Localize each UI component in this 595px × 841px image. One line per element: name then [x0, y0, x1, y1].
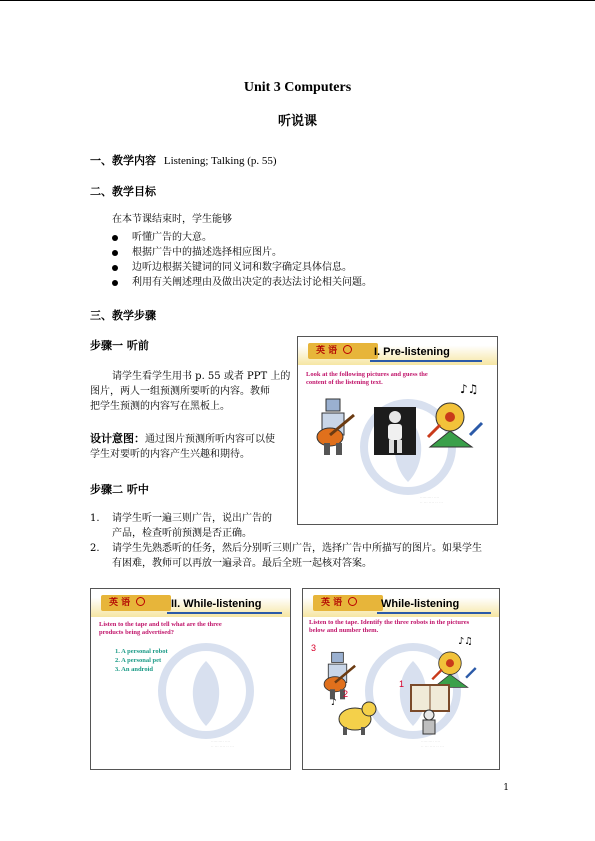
- slide-title: While-listening: [381, 598, 460, 610]
- page-subtitle: 听说课: [277, 114, 317, 129]
- bullet-icon: [112, 265, 118, 271]
- slide-instructions: Listen to the tape. Identify the three robots in the pictures below and number them.: [309, 619, 470, 634]
- robot-dog-icon: [329, 693, 379, 737]
- subject-tag: 英 语: [101, 595, 171, 611]
- section-teaching-content: [90, 152, 277, 168]
- list-item: 听懂广告的大意。: [112, 228, 372, 243]
- robot-number: 3: [311, 643, 317, 653]
- robot-pet-icon: [420, 377, 490, 459]
- list-item: 2. 请学生先熟悉听的任务，然后分别听三则广告，选择广告中所描写的图片。如果学生 有困难，教师可以再放一遍录音。最后全班一起核对答案。: [90, 543, 482, 569]
- logo-icon: [136, 597, 145, 606]
- slide-instructions: Listen to the tape and tell what are the three products being advertised?: [99, 621, 222, 636]
- goals-list: [112, 228, 372, 288]
- robot-number: 1: [399, 679, 405, 689]
- slide-pre-listening: [297, 336, 498, 525]
- header-rule: [0, 0, 595, 1]
- product-list: 1. A personal robot 2. A personal pet 3. An android: [115, 648, 168, 673]
- section-teaching-steps: 三、教学步骤: [90, 309, 156, 322]
- slide-title: I. Pre-listening: [374, 346, 450, 358]
- logo-icon: [343, 345, 352, 354]
- slide-while-listening-2: [302, 588, 500, 770]
- robot-number: 2: [343, 689, 349, 699]
- page-title: Unit 3 Computers: [243, 80, 352, 95]
- logo-icon: [348, 597, 357, 606]
- list-item: 边听边根据关键词的同义词和数字确定具体信息。: [112, 258, 372, 273]
- svg-text:♪♫: ♪♫: [460, 382, 479, 396]
- slide-title: II. While-listening: [171, 598, 262, 610]
- page-number: 1: [503, 783, 509, 793]
- android-robot-icon: [374, 407, 416, 455]
- svg-text:♪: ♪: [331, 698, 337, 708]
- list-item: 利用有关阐述理由及做出决定的表达法讨论相关问题。: [112, 273, 372, 288]
- list-item: 根据广告中的描述选择相应图片。: [112, 243, 372, 258]
- subject-tag: 英 语: [313, 595, 383, 611]
- step1-body: 请学生看学生用书 p. 55 或者 PPT 上的 图片，两人一组预测所要听的内容。教师 把学生预测的内容写在黑板上。: [90, 371, 291, 412]
- step1-heading: 步骤一 听前: [90, 339, 149, 352]
- subject-tag: 英 语: [308, 343, 378, 359]
- bullet-icon: [112, 235, 118, 241]
- step2-heading: 步骤二 听中: [90, 483, 149, 496]
- robot-guitar-icon: [308, 395, 358, 457]
- section-content: Listening; Talking (p. 55): [163, 155, 277, 167]
- slide-instructions: Look at the following pictures and guess the content of the listening text.: [306, 371, 428, 386]
- slide-footer: ·········· ···· ·· ··· ···· ·· ···: [420, 495, 443, 505]
- slide-footer: ·········· ···· ·· ··· ···· ·· ···: [421, 739, 444, 749]
- bullet-icon: [112, 280, 118, 286]
- android-robot-icon: [407, 681, 453, 739]
- bullet-icon: [112, 250, 118, 256]
- list-item: 1. 请学生听一遍三则广告，说出广告的 产品，检查听前预测是否正确。: [90, 513, 272, 539]
- step1-design-intent: 设计意图：通过图片预测所听内容可以使 学生对要听的内容产生兴趣和期待。: [90, 432, 275, 460]
- section-label: 一、教学内容: [90, 154, 156, 167]
- slide-footer: ·········· ···· ·· ··· ···· ·· ···: [211, 739, 234, 749]
- slide-while-listening-1: [90, 588, 291, 770]
- svg-text:♪♫: ♪♫: [458, 635, 473, 647]
- section-teaching-goals: 二、教学目标: [90, 185, 156, 198]
- goals-intro: 在本节课结束时，学生能够: [112, 214, 232, 225]
- watermark-logo: [146, 641, 266, 741]
